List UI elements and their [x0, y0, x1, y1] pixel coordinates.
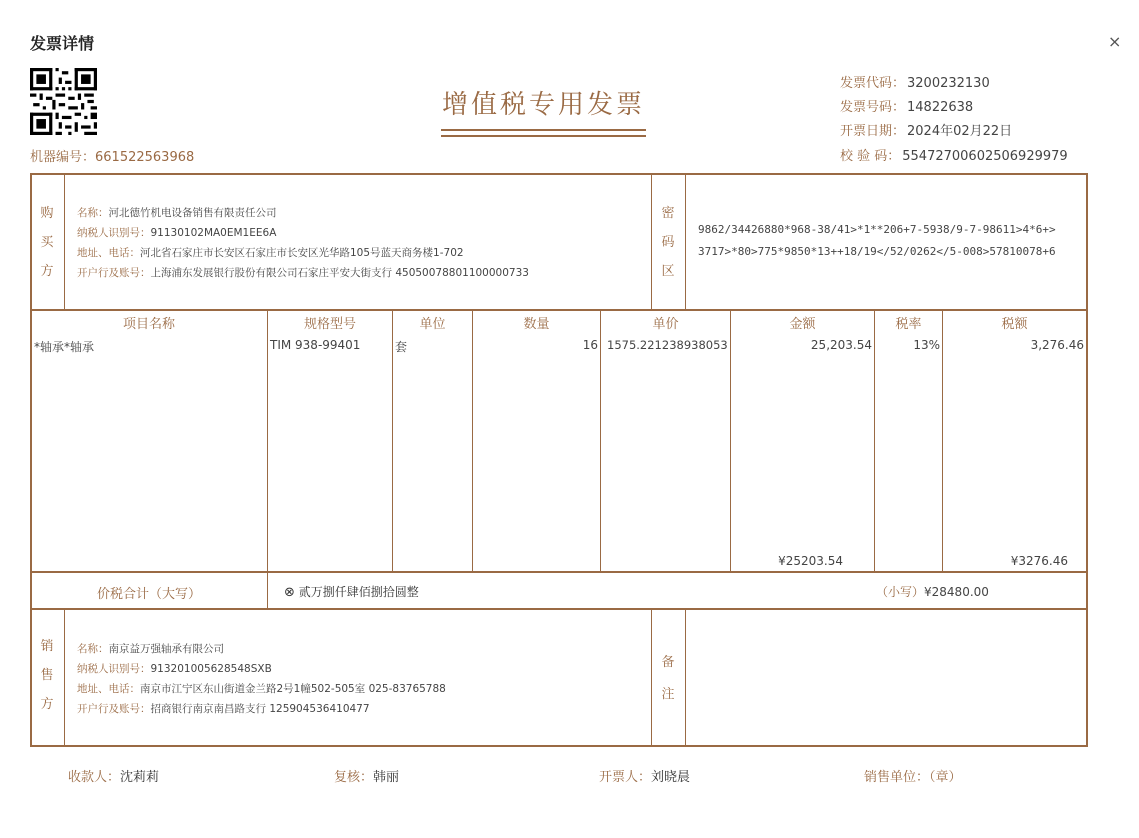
- invoice-number: [840, 96, 973, 115]
- reviewer-value: 韩丽: [373, 770, 400, 785]
- buyer-tax-row: [77, 223, 529, 243]
- cipher-side-label: [658, 199, 678, 286]
- buyer-side-char: 方: [40, 264, 54, 279]
- remark-side-label: [658, 647, 678, 711]
- buyer-bank-row: [77, 263, 529, 283]
- footer-reviewer: [334, 766, 399, 785]
- total-tax: ¥3276.46: [1010, 554, 1068, 568]
- invoice-date-label: 开票日期：: [840, 124, 906, 139]
- close-icon[interactable]: ×: [1108, 32, 1122, 51]
- col-divider: [267, 310, 268, 572]
- invoice-title: 增值税专用发票: [442, 90, 646, 120]
- cipher-side-char: 区: [661, 264, 675, 279]
- buyer-addr: 河北省石家庄市长安区石家庄市长安区光华路105号蓝天商务楼1-702: [140, 247, 464, 259]
- buyer-side-label: [37, 199, 57, 286]
- seller-bank-label: 开户行及账号：: [77, 703, 151, 715]
- col-header-tax: 税额: [1001, 317, 1028, 332]
- item-name: *轴承*轴承: [34, 340, 95, 354]
- check-code-label: 校 验 码：: [840, 149, 901, 164]
- cipher-text: [698, 219, 1056, 263]
- machine-label: 机器编号：: [30, 150, 96, 165]
- sum-small-value: ¥28480.00: [924, 585, 989, 599]
- buyer-name: 河北德竹机电设备销售有限责任公司: [108, 207, 277, 219]
- machine-value: 661522563968: [95, 150, 195, 165]
- footer-payee: [68, 766, 159, 785]
- seller-name: 南京益万强轴承有限公司: [108, 643, 224, 655]
- sum-words-text: 贰万捌仟肆佰捌拾圆整: [298, 585, 419, 599]
- col-divider: [685, 609, 686, 746]
- col-divider: [392, 310, 393, 572]
- invoice-number-value: 14822638: [907, 100, 974, 115]
- buyer-bank-label: 开户行及账号：: [77, 267, 151, 279]
- payee-value: 沈莉莉: [120, 770, 160, 785]
- seller-name-row: [77, 639, 446, 659]
- row-divider: [30, 571, 1088, 573]
- title-underline: [441, 129, 646, 131]
- col-header-qty: 数量: [523, 317, 550, 332]
- item-qty: 16: [582, 338, 598, 352]
- seller-side-char: 销: [40, 639, 54, 654]
- seller-side-char: 方: [40, 697, 54, 712]
- seller-addr-row: [77, 679, 446, 699]
- sum-small: [876, 583, 989, 600]
- seller-tax-id: 913201005628548SXB: [150, 663, 272, 675]
- buyer-bank: 上海浦东发展银行股份有限公司石家庄平安大街支行 45050078801100000733: [150, 267, 529, 279]
- col-header-unit: 单位: [419, 317, 446, 332]
- invoice-date-value: 2024年02月22日: [907, 124, 1013, 139]
- col-header-rate: 税率: [895, 317, 922, 332]
- buyer-tax-id: 91130102MA0EM1EE6A: [150, 227, 277, 239]
- seller-info: [77, 639, 446, 719]
- invoice-code-label: 发票代码：: [840, 76, 906, 91]
- item-price: 1575.221238938053: [607, 338, 728, 352]
- col-divider: [64, 609, 65, 746]
- col-divider: [267, 572, 268, 609]
- item-amount: 25,203.54: [810, 338, 872, 352]
- item-tax: 3,276.46: [1030, 338, 1084, 352]
- payee-label: 收款人：: [68, 770, 121, 785]
- dialog-title: 发票详情: [30, 34, 95, 53]
- sum-small-label: （小写）: [876, 585, 925, 599]
- cross-circle-icon: ⊗: [284, 585, 295, 600]
- invoice-code: [840, 72, 990, 91]
- remark-side-char: 注: [661, 687, 675, 702]
- check-code: [840, 145, 1068, 164]
- invoice-date: [840, 120, 1012, 139]
- cipher-side-char: 码: [661, 235, 675, 250]
- seller-side-label: [37, 632, 57, 719]
- buyer-info: [77, 203, 529, 283]
- item-spec: TIM 938-99401: [270, 338, 361, 352]
- drawer-value: 刘晓晨: [651, 770, 691, 785]
- item-unit: 套: [395, 340, 408, 354]
- row-divider: [30, 309, 1088, 311]
- buyer-addr-row: [77, 243, 529, 263]
- reviewer-label: 复核：: [334, 770, 374, 785]
- sum-label: 价税合计（大写）: [96, 587, 201, 602]
- col-divider: [651, 173, 652, 310]
- buyer-side-char: 购: [40, 206, 54, 221]
- buyer-name-row: [77, 203, 529, 223]
- cipher-line: 3717>*80>775*9850*13++18/19</52/0262</5-008>57810078+6: [698, 245, 1056, 258]
- buyer-addr-label: 地址、电话：: [77, 247, 140, 259]
- seller-unit-label: 销售单位：（章）: [864, 770, 962, 785]
- row-divider: [30, 608, 1088, 610]
- total-amount: ¥25203.54: [778, 554, 843, 568]
- seller-tax-row: [77, 659, 446, 679]
- machine-number: [30, 146, 194, 165]
- title-underline: [441, 135, 646, 137]
- seller-tax-label: 纳税人识别号：: [77, 663, 151, 675]
- seller-addr: 南京市江宁区东山街道金兰路2号1幢502-505室 025-83765788: [140, 683, 446, 695]
- cipher-side-char: 密: [661, 206, 675, 221]
- sum-words: [284, 583, 419, 600]
- remark-side-char: 备: [661, 655, 675, 670]
- buyer-name-label: 名称：: [77, 207, 109, 219]
- invoice-number-label: 发票号码：: [840, 100, 906, 115]
- invoice-code-value: 3200232130: [907, 76, 990, 91]
- drawer-label: 开票人：: [599, 770, 652, 785]
- buyer-side-char: 买: [40, 235, 54, 250]
- seller-bank: 招商银行南京南昌路支行 125904536410477: [150, 703, 370, 715]
- item-rate: 13%: [913, 338, 940, 352]
- buyer-tax-label: 纳税人识别号：: [77, 227, 151, 239]
- col-header-amount: 金额: [789, 317, 816, 332]
- qr-code-icon: [30, 68, 97, 135]
- col-header-spec: 规格型号: [303, 317, 356, 332]
- col-divider: [600, 310, 601, 572]
- col-divider: [685, 173, 686, 310]
- cipher-line: 9862/34426880*968-38/41>*1**206+7-5938/9-7-98611>4*6+>: [698, 223, 1056, 236]
- check-code-value: 55472700602506929979: [902, 149, 1068, 164]
- col-divider: [651, 609, 652, 746]
- col-header-name: 项目名称: [122, 317, 175, 332]
- footer-drawer: [599, 766, 690, 785]
- seller-bank-row: [77, 699, 446, 719]
- seller-addr-label: 地址、电话：: [77, 683, 140, 695]
- seller-name-label: 名称：: [77, 643, 109, 655]
- col-header-price: 单价: [652, 317, 679, 332]
- col-divider: [64, 173, 65, 310]
- seller-side-char: 售: [40, 668, 54, 683]
- footer-seller-unit: [864, 766, 962, 785]
